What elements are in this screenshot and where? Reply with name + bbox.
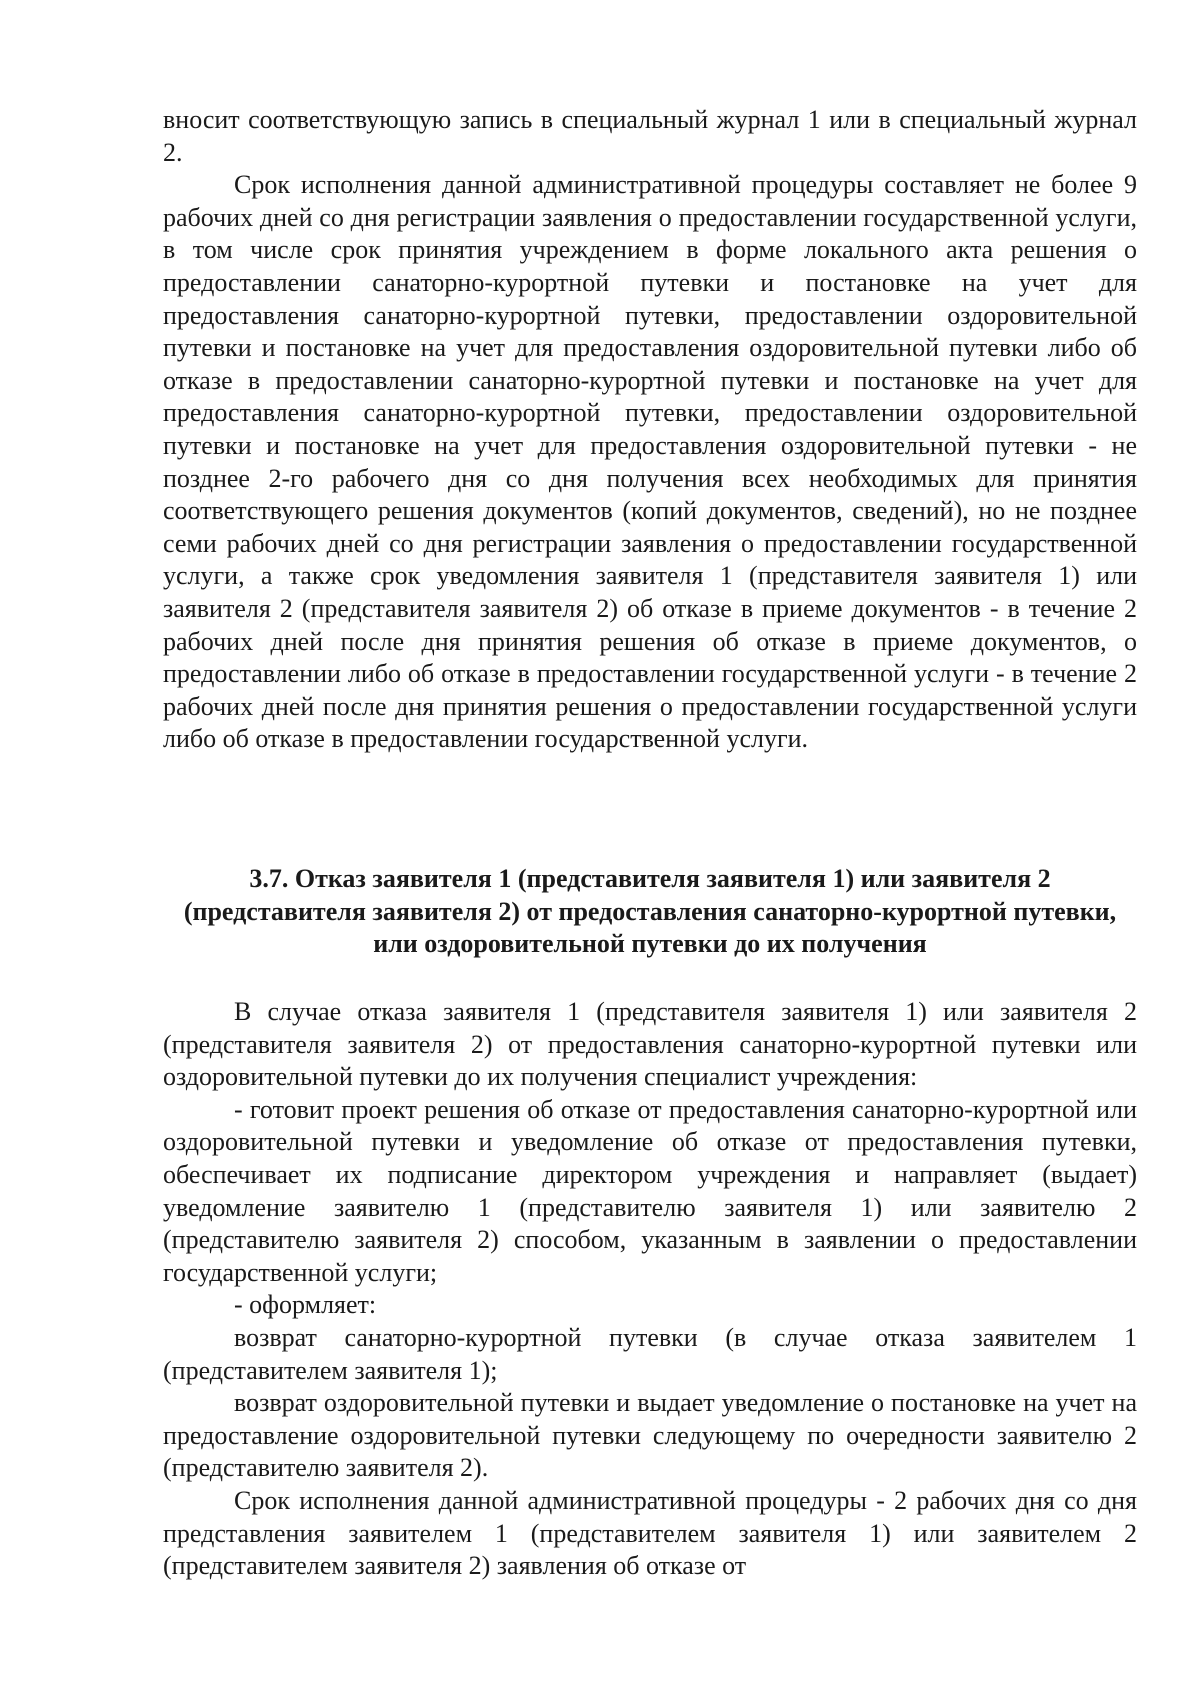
- section-heading-line-3: или оздоровительной путевки до их получения: [373, 929, 927, 959]
- list-item-prepare-decision: - готовит проект решения об отказе от предоставления санаторно-курортной или оздоровительной путевки и уведомление об отказе от предоставления путевки, обеспечивает их подписание директором учреждения и направляет (выдает) уведомление заявителю 1 (представителю заявителя 1) или заявителю 2 (представителю заявителя 2) способом, указанным в заявлении о предоставлении государственной услуги;: [163, 1094, 1137, 1287]
- paragraph-journal-entry: вносит соответствующую запись в специальный журнал 1 или в специальный журнал 2.: [163, 105, 1137, 167]
- paragraph-return-sanatorium-voucher: возврат санаторно-курортной путевки (в случае отказа заявителем 1 (представителем заявителя 1);: [163, 1322, 1137, 1385]
- paragraph-procedure-term: Срок исполнения данной административной процедуры - 2 рабочих дня со дня представления заявителем 1 (представителем заявителя 1) или заявителем 2 (представителем заявителя 2) заявления об отказе от: [163, 1485, 1137, 1581]
- section-heading-line-1: 3.7. Отказ заявителя 1 (представителя заявителя 1) или заявителя 2: [249, 864, 1051, 893]
- bottom-text-block: [163, 996, 1137, 1583]
- paragraph-procedure-deadline: Срок исполнения данной административной процедуры составляет не более 9 рабочих дней со дня регистрации заявления о предоставлении государственной услуги, в том числе срок принятия учреждением в форме локального акта решения о предоставлении санаторно-курортной путевки и постановке на учет для предоставления санаторно-курортной путевки, предоставлении оздоровительной путевки и постановке на учет для предоставления оздоровительной путевки либо об отказе в предоставлении санаторно-курортной путевки и постановке на учет для предоставления санаторно-курортной путевки, предоставлении оздоровительной путевки и постановке на учет для предоставления оздоровительной путевки - не позднее 2-го рабочего дня со дня получения всех необходимых для принятия соответствующего решения документов (копий документов, сведений), но не позднее семи рабочих дней со дня регистрации заявления о предоставлении государственной услуги, а также срок уведомления заявителя 1 (представителя заявителя 1) или заявителя 2 (представителя заявителя 2) об отказе в приеме документов - в течение 2 рабочих дней после дня принятия решения об отказе в приеме документов, о предоставлении либо об отказе в предоставлении государственной услуги - в течение 2 рабочих дней после дня принятия решения о предоставлении государственной услуги либо об отказе в предоставлении государственной услуги.: [163, 170, 1137, 754]
- list-item-formalize: - оформляет:: [234, 1290, 377, 1320]
- paragraph-return-health-voucher: возврат оздоровительной путевки и выдает уведомление о постановке на учет на предоставление оздоровительной путевки следующему по очередности заявителю 2 (представителю заявителя 2).: [163, 1388, 1137, 1483]
- paragraph-refusal-case: В случае отказа заявителя 1 (представителя заявителя 1) или заявителя 2 (представителя заявителя 2) от предоставления санаторно-курортной путевки или оздоровительной путевки до их получения специалист учреждения:: [163, 997, 1137, 1092]
- section-heading-3-7: [163, 863, 1137, 961]
- section-heading-line-2: (представителя заявителя 2) от предоставления санаторно-курортной путевки,: [183, 896, 1117, 926]
- top-text-block: [163, 104, 1137, 756]
